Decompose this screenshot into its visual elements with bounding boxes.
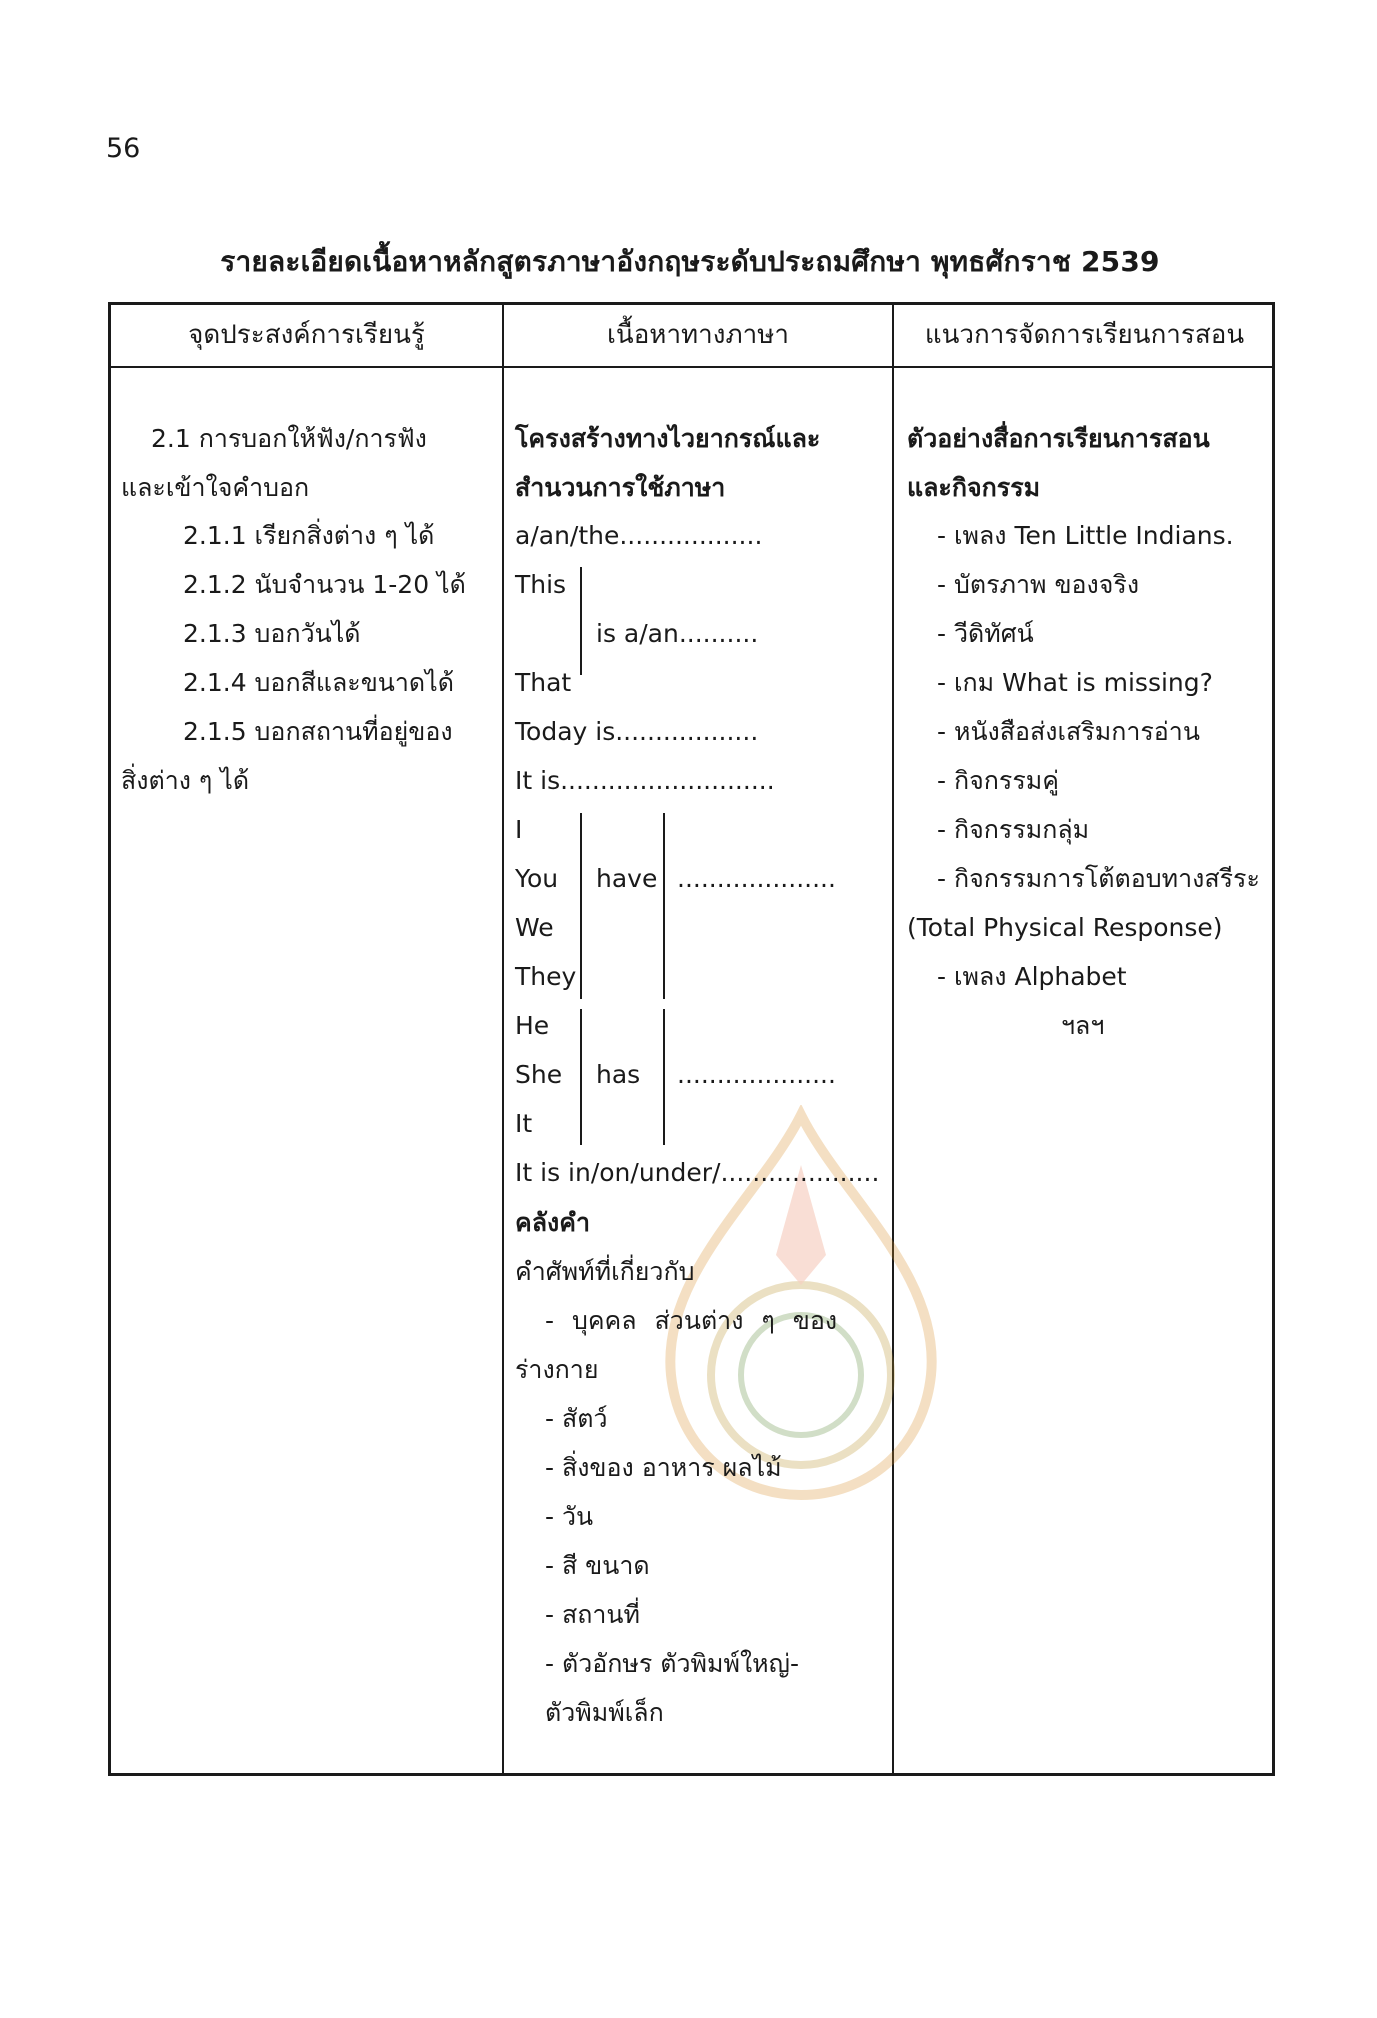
objective-line: 2.1.2 นับจำนวน 1-20 ได้ <box>183 570 466 599</box>
bracket-line <box>663 1009 665 1145</box>
column-divider <box>502 305 504 1773</box>
header-divider <box>111 366 1272 368</box>
header-approach: แนวการจัดการเรียนการสอน <box>924 320 1245 350</box>
vocab-item: - สัตว์ <box>545 1404 608 1433</box>
objective-line: 2.1.1 เรียกสิ่งต่าง ๆ ได้ <box>183 521 435 550</box>
verb-has: has <box>596 1060 641 1089</box>
vocab-intro: คำศัพท์ที่เกี่ยวกับ <box>515 1257 695 1286</box>
pronoun: I <box>515 815 523 844</box>
approach-item: - เพลง Ten Little Indians. <box>937 521 1234 550</box>
pronoun: It <box>515 1109 533 1138</box>
pronoun: We <box>515 913 554 942</box>
page-title: รายละเอียดเนื้อหาหลักสูตรภาษาอังกฤษระดับประถมศึกษา พุทธศักราช 2539 <box>220 245 1160 278</box>
approach-item: - บัตรภาพ ของจริง <box>937 570 1140 599</box>
pronoun: He <box>515 1011 550 1040</box>
header-content: เนื้อหาทางภาษา <box>607 320 789 350</box>
pronoun: You <box>515 864 559 893</box>
approach-item: (Total Physical Response) <box>907 913 1223 942</box>
vocab-item: - สิ่งของ อาหาร ผลไม้ <box>545 1453 782 1482</box>
approach-item: - กิจกรรมคู่ <box>937 766 1059 795</box>
verb-have: have <box>596 864 658 893</box>
approach-item: - วีดิทัศน์ <box>937 619 1034 648</box>
structures-heading: โครงสร้างทางไวยากรณ์และ <box>515 424 821 453</box>
objective-line: 2.1 การบอกให้ฟัง/การฟัง <box>151 424 427 453</box>
vocab-heading: คลังคำ <box>515 1208 591 1237</box>
objective-line: และเข้าใจคำบอก <box>121 473 310 502</box>
objective-line: สิ่งต่าง ๆ ได้ <box>121 766 250 795</box>
structure-article: a/an/the.................. <box>515 521 763 550</box>
approach-heading: และกิจกรรม <box>907 473 1041 502</box>
curriculum-table <box>108 302 1275 1776</box>
approach-item: - เพลง Alphabet <box>937 962 1127 991</box>
approach-item: - เกม What is missing? <box>937 668 1213 697</box>
structure-today: Today is.................. <box>515 717 759 746</box>
vocab-item: ตัวพิมพ์เล็ก <box>545 1698 664 1727</box>
structures-heading: สำนวนการใช้ภาษา <box>515 473 726 502</box>
structure-location: It is in/on/under/.................... <box>515 1158 880 1187</box>
pronoun: She <box>515 1060 563 1089</box>
objective-line: 2.1.3 บอกวันได้ <box>183 619 361 648</box>
vocab-item: - สี ขนาด <box>545 1551 650 1580</box>
approach-item: - กิจกรรมการโต้ตอบทางสรีระ <box>937 864 1260 893</box>
vocab-item: - บุคคล ส่วนต่าง ๆ ของ <box>545 1306 838 1335</box>
structure-this: This <box>515 570 567 599</box>
approach-item: - หนังสือส่งเสริมการอ่าน <box>937 717 1200 746</box>
approach-etc: ฯลฯ <box>1061 1011 1105 1040</box>
approach-item: - กิจกรรมกลุ่ม <box>937 815 1090 844</box>
objective-line: 2.1.4 บอกสีและขนาดได้ <box>183 668 454 697</box>
objective-line: 2.1.5 บอกสถานที่อยู่ของ <box>183 717 453 746</box>
bracket-line <box>580 567 582 675</box>
have-blank: .................... <box>677 864 836 893</box>
bracket-line <box>663 813 665 999</box>
structure-that: That <box>515 668 572 697</box>
vocab-item: ร่างกาย <box>515 1355 599 1384</box>
column-divider <box>892 305 894 1773</box>
structure-is-a-an: is a/an.......... <box>596 619 759 648</box>
structure-it-is: It is........................... <box>515 766 775 795</box>
bracket-line <box>580 813 582 999</box>
vocab-item: - ตัวอักษร ตัวพิมพ์ใหญ่- <box>545 1649 799 1678</box>
approach-heading: ตัวอย่างสื่อการเรียนการสอน <box>907 424 1210 453</box>
has-blank: .................... <box>677 1060 836 1089</box>
vocab-item: - สถานที่ <box>545 1600 640 1629</box>
page-number: 56 <box>106 133 141 164</box>
vocab-item: - วัน <box>545 1502 594 1531</box>
bracket-line <box>580 1009 582 1145</box>
header-objectives: จุดประสงค์การเรียนรู้ <box>188 320 425 350</box>
pronoun: They <box>515 962 577 991</box>
